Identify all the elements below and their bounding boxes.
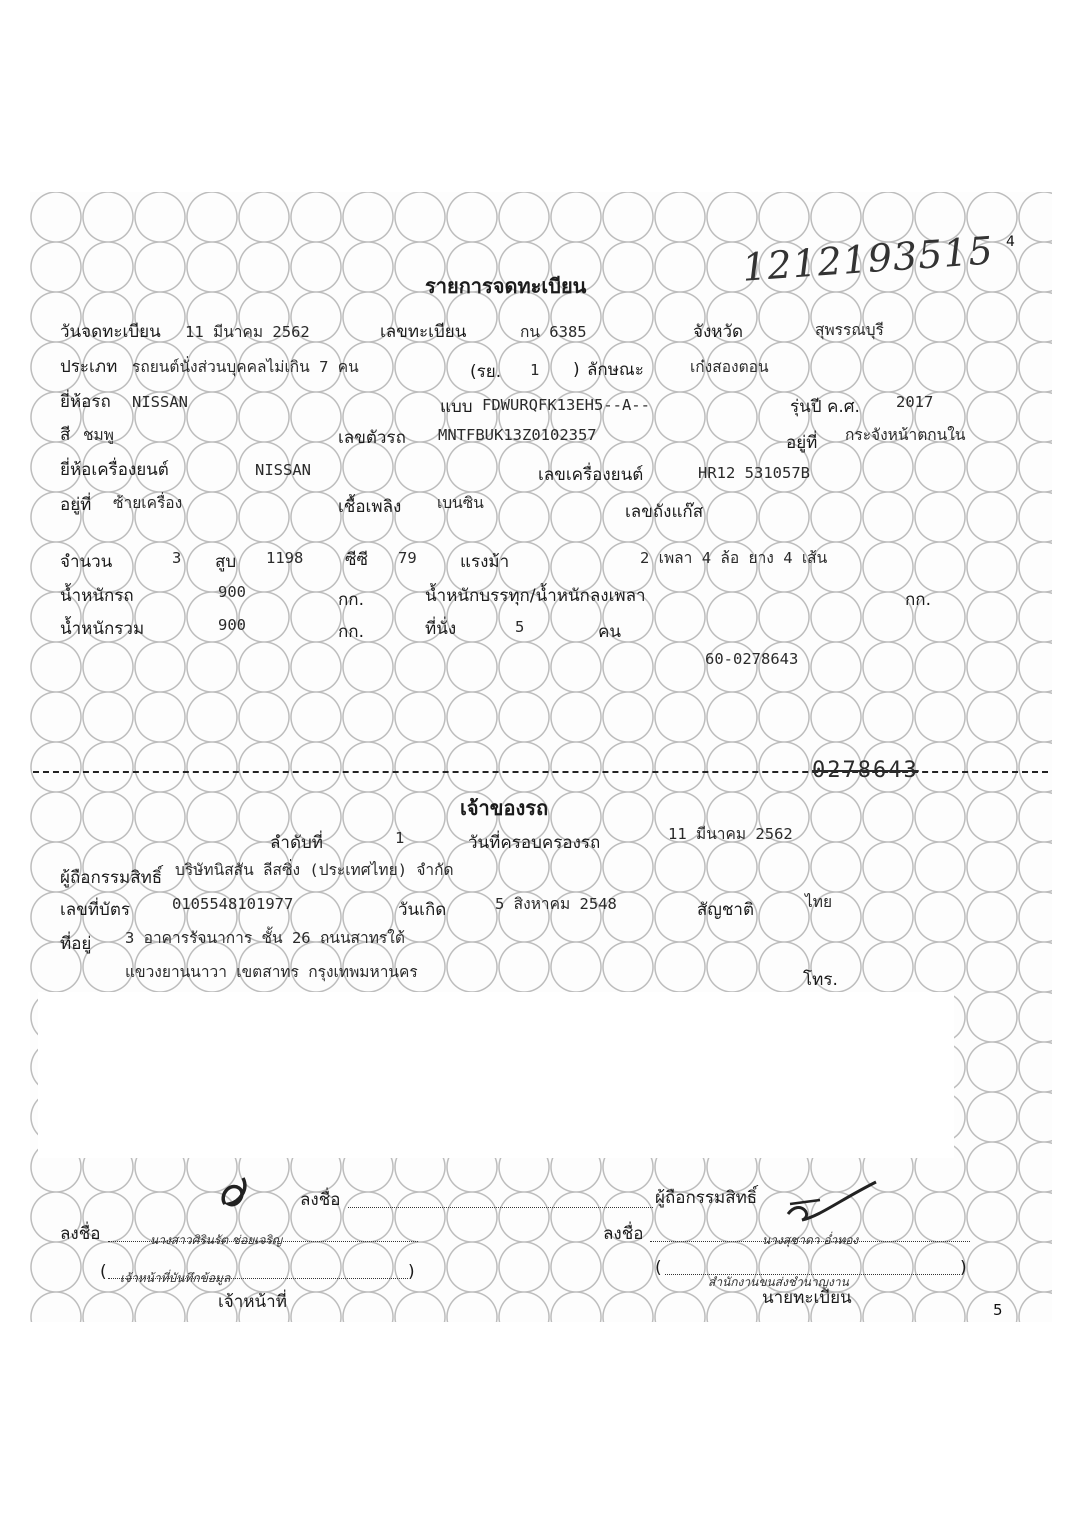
load-weight-label: น้ำหนักบรรทุก/น้ำหนักลงเพลา (425, 586, 646, 606)
seats-label: ที่นั่ง (425, 619, 457, 639)
gross-weight-label: น้ำหนักรวม (60, 619, 145, 639)
nationality-value: ไทย (805, 893, 833, 911)
holder-signature-mark (215, 1170, 265, 1220)
ry-close: ) (573, 360, 580, 380)
body-style-value: เก๋งสองตอน (690, 358, 769, 376)
plate-value: กน 6385 (520, 323, 587, 341)
weight-label: น้ำหนักรถ (60, 586, 134, 606)
load-weight-unit: กก. (905, 590, 931, 610)
holder-sign-line (348, 1207, 653, 1208)
cylinders-unit: สูบ (215, 552, 237, 572)
weight-value: 900 (218, 583, 246, 601)
address-line-1: 3 อาคารรัจนาการ ชั้น 26 ถนนสาทรใต้ (125, 929, 405, 947)
engine-brand-value: NISSAN (255, 461, 311, 479)
stamped-number: 0278643 (812, 758, 919, 783)
chassis-location-value: กระจังหน้าตกนใน (845, 426, 966, 444)
officer-paren-close: ) (408, 1262, 415, 1282)
phone-label: โทร. (803, 970, 838, 990)
holder-role-label: ผู้ถือกรรมสิทธิ์ (655, 1188, 758, 1208)
possession-date-value: 11 มีนาคม 2562 (668, 825, 793, 843)
gas-tank-label: เลขถังแก๊ส (625, 502, 704, 522)
registrar-paren-close: ) (960, 1258, 967, 1278)
body-style-label: ลักษณะ (587, 360, 644, 380)
sequence-value: 1 (395, 829, 405, 847)
type-label: ประเภท (60, 357, 118, 377)
officer-position: เจ้าหน้าที่บันทึกข้อมูล (120, 1271, 231, 1285)
engine-number-value: HR12 531057B (698, 464, 810, 482)
fuel-value: เบนซิน (437, 494, 484, 512)
province-label: จังหวัด (693, 322, 744, 342)
officer-role-label: เจ้าหน้าที่ (218, 1292, 287, 1312)
officer-paren-open: ( (100, 1262, 107, 1282)
possession-date-label: วันที่ครอบครองรถ (468, 833, 601, 853)
model-label: แบบ (440, 397, 473, 417)
birth-date-value: 5 สิงหาคม 2548 (495, 895, 617, 913)
holder-label: ผู้ถือกรรมสิทธิ์ (60, 868, 163, 888)
engine-location-label: อยู่ที่ (60, 495, 92, 515)
chassis-value: MNTFBUK13Z0102357 (438, 426, 597, 444)
model-year-value: 2017 (896, 393, 934, 411)
cylinders-value: 3 (172, 549, 182, 567)
holder-value: บริษัทนิสสัน ลีสซิ่ง (ประเทศไทย) จำกัด (175, 861, 454, 879)
fuel-label: เชื้อเพลิง (338, 497, 402, 517)
count-label: จำนวน (60, 552, 113, 572)
ry-open: (รย. (470, 362, 502, 382)
page-number-top: 4 (1006, 234, 1015, 250)
officer-sign-label: ลงชื่อ (60, 1224, 101, 1244)
cc-value: 1198 (266, 549, 304, 567)
address-line-2: แขวงยานนาวา เขตสาทร กรุงเทพมหานคร (125, 963, 418, 981)
registrar-name: นางสุชาดา อ่ำทอง (762, 1233, 859, 1247)
gross-weight-unit: กก. (338, 622, 364, 642)
brand-label: ยี่ห้อรถ (60, 392, 111, 412)
model-value: FDWURQFK13EH5--A-- (482, 396, 650, 414)
page-number-bottom: 5 (993, 1301, 1003, 1319)
model-year-label: รุ่นปี ค.ศ. (790, 397, 860, 417)
registrar-sign-label: ลงชื่อ (603, 1224, 644, 1244)
seats-value: 5 (515, 618, 525, 636)
redaction-block (38, 992, 954, 1158)
chassis-location-label: อยู่ที่ (786, 433, 818, 453)
reference-number: 60-0278643 (705, 650, 799, 668)
reg-date-value: 11 มีนาคม 2562 (185, 323, 310, 341)
owner-heading: เจ้าของรถ (460, 796, 549, 820)
handwritten-serial: 1212193515 (740, 228, 996, 290)
brand-value: NISSAN (132, 393, 188, 411)
province-value: สุพรรณบุรี (815, 321, 884, 339)
birth-date-label: วันเกิด (398, 900, 447, 920)
registrar-signature-mark (780, 1176, 880, 1226)
gross-weight-value: 900 (218, 616, 246, 634)
horsepower-label: แรงม้า (460, 552, 510, 572)
axles-value: 2 เพลา 4 ล้อ ยาง 4 เส้น (640, 549, 828, 567)
horsepower-value: 79 (398, 549, 417, 567)
weight-unit: กก. (338, 590, 364, 610)
engine-brand-label: ยี่ห้อเครื่องยนต์ (60, 460, 169, 480)
registrar-paren-open: ( (655, 1258, 662, 1278)
engine-number-label: เลขเครื่องยนต์ (538, 465, 644, 485)
id-number-label: เลขที่บัตร (60, 900, 131, 920)
engine-location-value: ซ้ายเครื่อง (113, 494, 183, 512)
plate-label: เลขทะเบียน (380, 322, 467, 342)
registrar-position: สำนักงานขนส่งชำนาญงาน (708, 1275, 849, 1289)
nationality-label: สัญชาติ (697, 900, 754, 920)
chassis-label: เลขตัวรถ (338, 428, 406, 448)
holder-sign-label: ลงชื่อ (300, 1190, 341, 1210)
reg-date-label: วันจดทะเบียน (60, 322, 161, 342)
type-value: รถยนต์นั่งส่วนบุคคลไม่เกิน 7 คน (132, 358, 359, 376)
address-label: ที่อยู่ (60, 934, 92, 954)
seats-unit: คน (598, 622, 621, 642)
ry-value: 1 (530, 361, 540, 379)
registration-heading: รายการจดทะเบียน (425, 274, 587, 298)
id-number-value: 0105548101977 (172, 895, 294, 913)
sequence-label: ลำดับที่ (270, 833, 324, 853)
cc-label: ซีซี (345, 550, 369, 570)
registrar-role-label: นายทะเบียน (762, 1288, 852, 1308)
officer-name: นางสาวศิรินรัต ช่อยเจริญ (150, 1233, 283, 1247)
color-label: สี (60, 425, 71, 445)
color-value: ชมพู (83, 426, 114, 444)
